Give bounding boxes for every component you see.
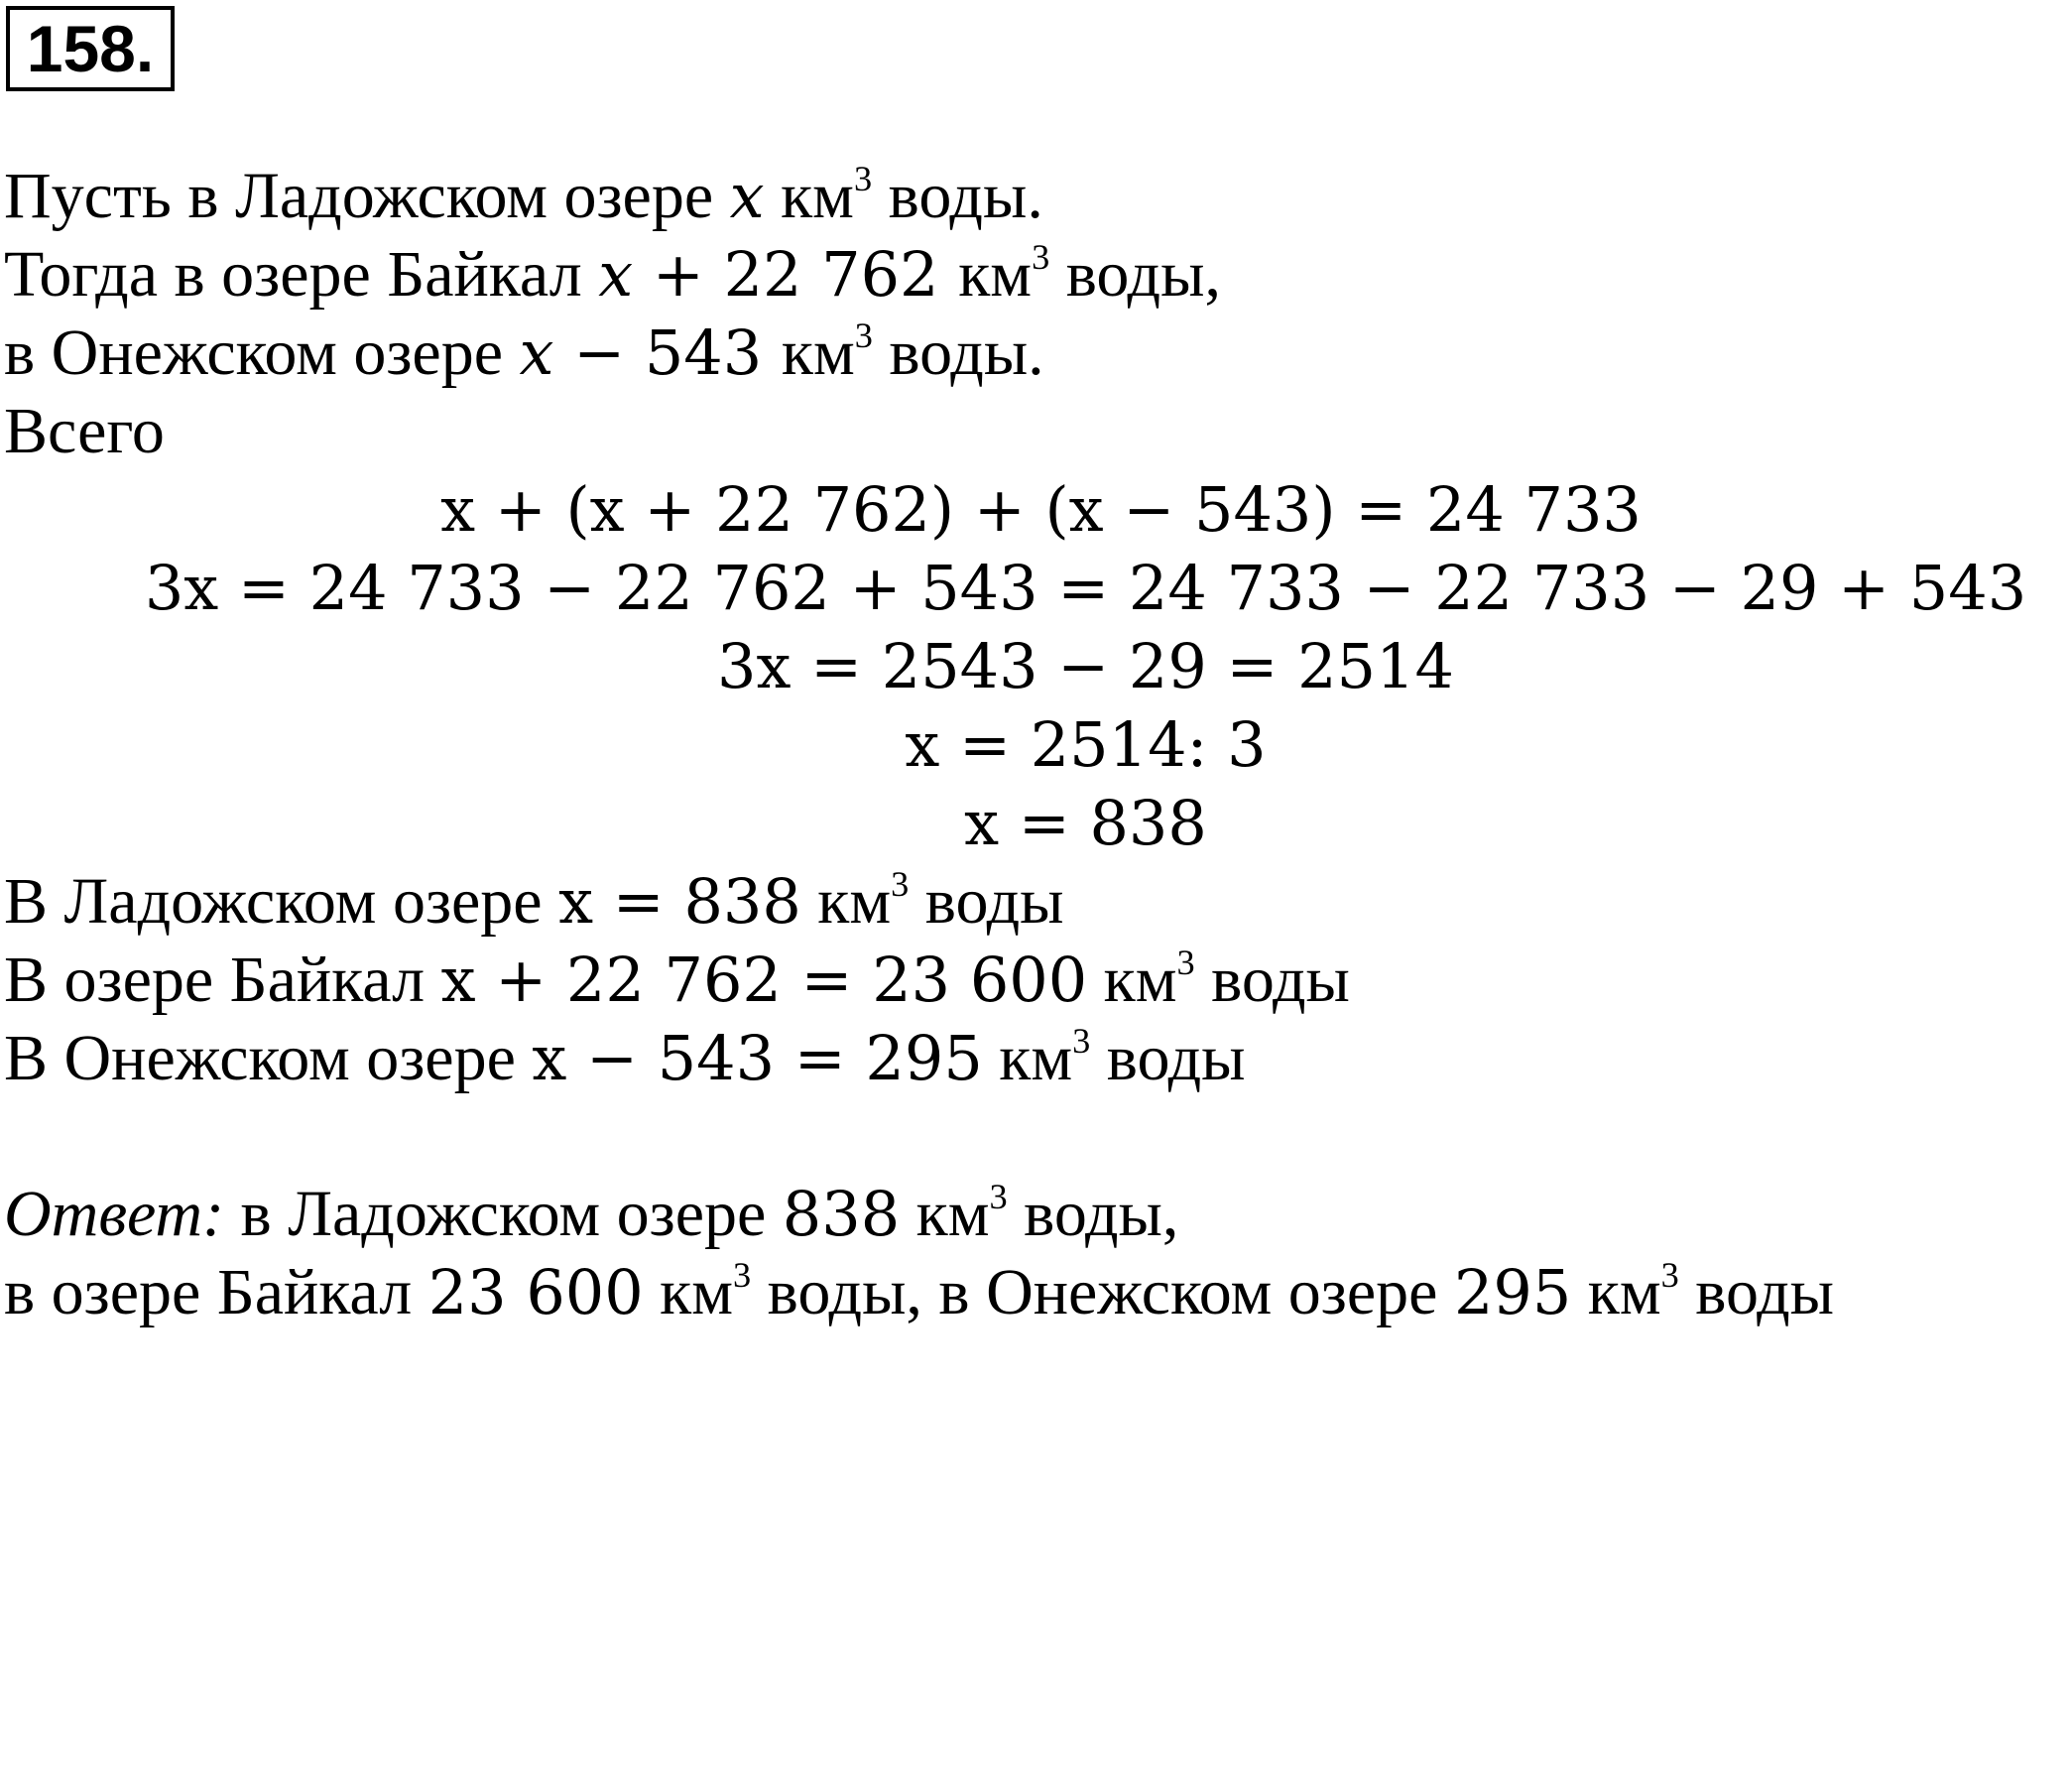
unit-power: 3: [1032, 236, 1050, 277]
math-fragment: + 22 762: [633, 238, 959, 311]
problem-number: 158.: [6, 6, 175, 91]
math-fragment: x + 22 762 = 23 600: [440, 944, 1088, 1016]
unit-km: км: [781, 160, 854, 232]
text-fragment: В Онежском озере: [4, 1022, 533, 1094]
unit-power: 3: [1660, 1254, 1679, 1295]
equation-3: 3x = 2543 − 29 = 2514: [717, 630, 1454, 702]
text-line-4: Всего: [4, 395, 165, 467]
variable-x: x: [598, 238, 634, 311]
text-fragment: воды.: [872, 316, 1044, 389]
text-line-2: [4, 235, 1221, 315]
text-fragment: в Ладожском озере: [224, 1178, 783, 1250]
text-fragment: В Ладожском озере: [4, 865, 559, 938]
result-line-1: [4, 862, 1064, 942]
text-fragment: в озере Байкал: [4, 1256, 428, 1328]
unit-power: 3: [1072, 1020, 1091, 1061]
text-fragment: воды,: [1007, 1178, 1179, 1250]
unit-km: км: [660, 1256, 734, 1328]
text-line-1: [4, 157, 1043, 236]
math-fragment: x = 838: [558, 865, 801, 938]
text-fragment: Пусть в Ладожском озере: [4, 160, 730, 232]
unit-km: км: [1587, 1256, 1661, 1328]
unit-power: 3: [891, 863, 910, 904]
unit-km: км: [781, 316, 855, 389]
text-fragment: воды: [1090, 1022, 1246, 1094]
answer-value: 838: [782, 1178, 901, 1250]
text-fragment: воды,: [1049, 238, 1221, 311]
equation-4: x = 2514: 3: [905, 708, 1267, 781]
text-fragment: В озере Байкал: [4, 944, 441, 1016]
variable-x: x: [519, 316, 554, 389]
result-line-2: [4, 941, 1350, 1020]
unit-km: км: [958, 238, 1033, 311]
unit-power: 3: [853, 158, 873, 198]
answer-label: Ответ:: [4, 1178, 225, 1250]
text-fragment: в Онежском озере: [4, 316, 520, 389]
text-line-3: [4, 314, 1044, 393]
unit-km: км: [915, 1178, 990, 1250]
math-fragment: − 543: [553, 316, 782, 389]
answer-line-2: [4, 1253, 1834, 1332]
unit-km: км: [999, 1022, 1073, 1094]
unit-power: 3: [854, 315, 873, 355]
text-fragment: воды.: [872, 160, 1043, 232]
equation-5: x = 838: [964, 787, 1207, 859]
unit-power: 3: [1176, 942, 1195, 982]
unit-power: 3: [989, 1176, 1008, 1216]
unit-power: 3: [733, 1254, 752, 1295]
answer-value: 295: [1453, 1256, 1572, 1328]
text-fragment: воды: [909, 865, 1064, 938]
equation-1: x + (x + 22 762) + (x − 543) = 24 733: [440, 473, 1642, 546]
text-fragment: Тогда в озере Байкал: [4, 238, 599, 311]
text-fragment: воды, в Онежском озере: [751, 1256, 1454, 1328]
math-fragment: x − 543 = 295: [532, 1022, 983, 1094]
variable-x: x: [729, 160, 765, 232]
text-fragment: воды: [1194, 944, 1350, 1016]
answer-line-1: [4, 1175, 1178, 1254]
equation-2: 3x = 24 733 − 22 762 + 543 = 24 733 − 22 733 − 29 + 543: [144, 552, 2027, 624]
unit-km: км: [817, 865, 892, 938]
unit-km: км: [1103, 944, 1177, 1016]
result-line-3: [4, 1019, 1246, 1098]
text-fragment: воды: [1678, 1256, 1835, 1328]
answer-value: 23 600: [427, 1256, 644, 1328]
